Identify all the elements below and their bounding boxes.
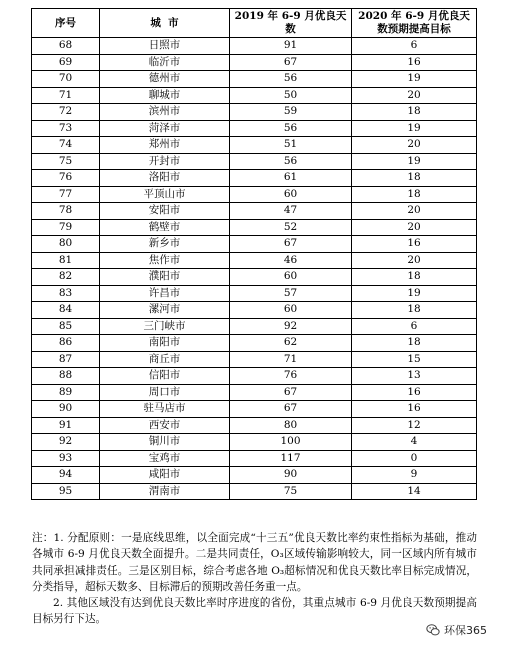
table-row [32,38,477,55]
table-row [32,186,477,203]
cell-city: 铜川市 [100,434,230,451]
cell-2020-target: 16 [352,54,477,71]
table-row [32,450,477,467]
table-row [32,104,477,121]
cell-2019-days: 90 [230,467,352,484]
cell-city: 许昌市 [100,285,230,302]
cell-serial: 91 [32,417,100,434]
cell-serial: 72 [32,104,100,121]
cell-serial: 73 [32,120,100,137]
table-row [32,417,477,434]
table-row [32,434,477,451]
notes [32,530,477,628]
cell-serial: 94 [32,467,100,484]
cell-2020-target: 16 [352,401,477,418]
cell-city: 鹤壁市 [100,219,230,236]
cell-city: 聊城市 [100,87,230,104]
cell-2020-target: 19 [352,285,477,302]
cell-serial: 80 [32,236,100,253]
table-row [32,302,477,319]
cell-2020-target: 20 [352,252,477,269]
cell-2019-days: 56 [230,120,352,137]
cell-2020-target: 16 [352,236,477,253]
note-1: 注：1. 分配原则：一是底线思维，以全面完成“十三五”优良天数比率约束性指标为基础，推动各城市 6-9 月优良天数全面提升。二是共同责任，O₃区域传输影响较大，同一区域内所有城市共同承担减排责任。三是区别目标，综合考虑各地 O₃超标情况和优良天数比率目标完成情况，分类指导，超标天数多、目标滞后的预期改善任务重一点。 [32,532,477,593]
cell-2019-days: 61 [230,170,352,187]
cell-serial: 77 [32,186,100,203]
cell-serial: 82 [32,269,100,286]
cell-city: 漯河市 [100,302,230,319]
cell-2019-days: 67 [230,401,352,418]
cell-serial: 92 [32,434,100,451]
cell-2019-days: 76 [230,368,352,385]
cell-2020-target: 6 [352,38,477,55]
table-row [32,483,477,500]
cell-city: 新乡市 [100,236,230,253]
cell-city: 商丘市 [100,351,230,368]
wechat-icon [426,623,440,637]
cell-serial: 78 [32,203,100,220]
cell-city: 三门峡市 [100,318,230,335]
cell-city: 濮阳市 [100,269,230,286]
cell-city: 信阳市 [100,368,230,385]
cell-2020-target: 18 [352,186,477,203]
cell-2020-target: 20 [352,203,477,220]
cell-city: 临沂市 [100,54,230,71]
cell-2019-days: 46 [230,252,352,269]
cell-2020-target: 19 [352,153,477,170]
cell-2020-target: 20 [352,219,477,236]
cell-2020-target: 16 [352,384,477,401]
cell-city: 宝鸡市 [100,450,230,467]
cell-serial: 69 [32,54,100,71]
cell-city: 菏泽市 [100,120,230,137]
table-row [32,170,477,187]
cell-2020-target: 9 [352,467,477,484]
cell-serial: 88 [32,368,100,385]
cell-2019-days: 67 [230,54,352,71]
cell-2019-days: 60 [230,186,352,203]
table-row [32,54,477,71]
cell-2020-target: 14 [352,483,477,500]
cell-city: 洛阳市 [100,170,230,187]
cell-2019-days: 56 [230,71,352,88]
cell-serial: 85 [32,318,100,335]
cell-2019-days: 75 [230,483,352,500]
cell-2019-days: 56 [230,153,352,170]
watermark-text: 环保365 [444,624,487,637]
cell-2019-days: 100 [230,434,352,451]
cell-city: 滨州市 [100,104,230,121]
cell-serial: 76 [32,170,100,187]
cell-serial: 71 [32,87,100,104]
cell-2020-target: 6 [352,318,477,335]
cell-2020-target: 19 [352,120,477,137]
cell-city: 平顶山市 [100,186,230,203]
table-row [32,351,477,368]
cell-serial: 90 [32,401,100,418]
table-row [32,203,477,220]
header-serial: 序号 [32,9,100,38]
table-row [32,236,477,253]
cell-serial: 84 [32,302,100,319]
table-row [32,269,477,286]
table-row [32,285,477,302]
cell-2020-target: 18 [352,104,477,121]
cell-city: 开封市 [100,153,230,170]
cell-serial: 70 [32,71,100,88]
cell-2019-days: 47 [230,203,352,220]
cell-2020-target: 20 [352,87,477,104]
cell-serial: 95 [32,483,100,500]
cell-serial: 75 [32,153,100,170]
table-row [32,87,477,104]
cell-city: 安阳市 [100,203,230,220]
table-row [32,120,477,137]
cell-2019-days: 80 [230,417,352,434]
cell-serial: 74 [32,137,100,154]
cell-serial: 87 [32,351,100,368]
cell-serial: 83 [32,285,100,302]
note-2: 2. 其他区域没有达到优良天数比率时序进度的省份，其重点城市 6-9 月优良天数预期提高目标另行下达。 [32,597,477,626]
cell-serial: 93 [32,450,100,467]
cell-city: 德州市 [100,71,230,88]
cell-2019-days: 57 [230,285,352,302]
table-row [32,368,477,385]
table-row [32,252,477,269]
cell-2019-days: 67 [230,236,352,253]
table-row [32,153,477,170]
cell-2019-days: 67 [230,384,352,401]
cell-city: 西安市 [100,417,230,434]
cell-city: 驻马店市 [100,401,230,418]
header-2020-target: 2020 年 6-9 月优良天数预期提高目标 [352,9,477,38]
target-table [31,8,477,500]
cell-serial: 79 [32,219,100,236]
table-row [32,318,477,335]
cell-city: 郑州市 [100,137,230,154]
table-row [32,467,477,484]
cell-2020-target: 0 [352,450,477,467]
cell-serial: 68 [32,38,100,55]
cell-2020-target: 18 [352,302,477,319]
cell-2020-target: 15 [352,351,477,368]
cell-2020-target: 18 [352,269,477,286]
cell-2020-target: 18 [352,170,477,187]
cell-city: 咸阳市 [100,467,230,484]
table-row [32,219,477,236]
cell-2020-target: 19 [352,71,477,88]
table-row [32,137,477,154]
header-2019-days: 2019 年 6-9 月优良天数 [230,9,352,38]
table-row [32,401,477,418]
cell-city: 日照市 [100,38,230,55]
table-row [32,335,477,352]
cell-city: 周口市 [100,384,230,401]
cell-2020-target: 20 [352,137,477,154]
cell-2019-days: 91 [230,38,352,55]
cell-serial: 86 [32,335,100,352]
table-row [32,384,477,401]
cell-2019-days: 62 [230,335,352,352]
watermark [426,622,487,638]
cell-city: 南阳市 [100,335,230,352]
header-city: 城 市 [100,9,230,38]
cell-serial: 89 [32,384,100,401]
cell-serial: 81 [32,252,100,269]
cell-2020-target: 18 [352,335,477,352]
cell-2019-days: 60 [230,269,352,286]
cell-city: 渭南市 [100,483,230,500]
cell-2019-days: 52 [230,219,352,236]
cell-2019-days: 51 [230,137,352,154]
cell-2019-days: 71 [230,351,352,368]
table-header-row [32,9,477,38]
cell-2020-target: 4 [352,434,477,451]
cell-2019-days: 59 [230,104,352,121]
cell-city: 焦作市 [100,252,230,269]
cell-2019-days: 117 [230,450,352,467]
cell-2019-days: 92 [230,318,352,335]
cell-2019-days: 60 [230,302,352,319]
cell-2020-target: 12 [352,417,477,434]
cell-2019-days: 50 [230,87,352,104]
table-row [32,71,477,88]
cell-2020-target: 13 [352,368,477,385]
